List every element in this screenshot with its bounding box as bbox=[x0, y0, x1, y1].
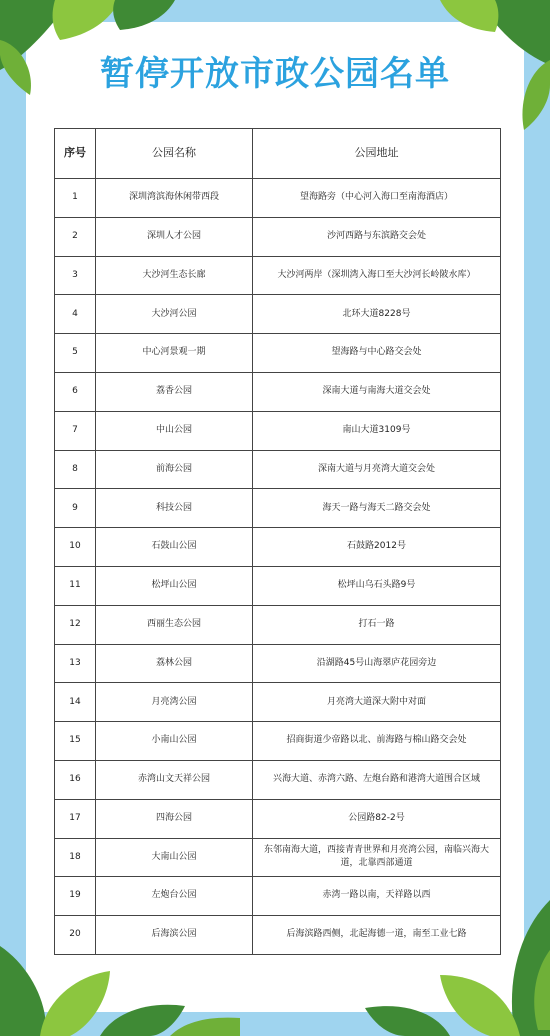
row-park-address: 后海滨路西侧，北起海德一道，南至工业七路 bbox=[253, 916, 501, 955]
row-park-name: 石鼓山公园 bbox=[96, 528, 253, 567]
row-index: 6 bbox=[55, 372, 96, 411]
row-park-name: 松坪山公园 bbox=[96, 566, 253, 605]
table-row bbox=[55, 179, 501, 218]
row-index: 20 bbox=[55, 916, 96, 955]
row-index: 8 bbox=[55, 450, 96, 489]
row-park-name: 科技公园 bbox=[96, 489, 253, 528]
header-park-name: 公园名称 bbox=[96, 129, 253, 179]
row-park-name: 中山公园 bbox=[96, 411, 253, 450]
table-row bbox=[55, 799, 501, 838]
row-park-address: 大沙河两岸（深圳湾入海口至大沙河长岭陂水库） bbox=[253, 256, 501, 295]
row-park-address: 打石一路 bbox=[253, 605, 501, 644]
table-row bbox=[55, 528, 501, 567]
row-index: 4 bbox=[55, 295, 96, 334]
row-park-address: 深南大道与南海大道交会处 bbox=[253, 372, 501, 411]
table-row bbox=[55, 256, 501, 295]
table-header-row bbox=[55, 129, 501, 179]
park-list-table bbox=[54, 128, 501, 955]
table-row bbox=[55, 760, 501, 799]
table-row bbox=[55, 489, 501, 528]
page-title: 暂停开放市政公园名单 bbox=[100, 54, 450, 94]
row-index: 5 bbox=[55, 334, 96, 373]
table-row bbox=[55, 295, 501, 334]
row-park-address: 月亮湾大道深大附中对面 bbox=[253, 683, 501, 722]
row-park-name: 左炮台公园 bbox=[96, 877, 253, 916]
row-index: 7 bbox=[55, 411, 96, 450]
row-index: 15 bbox=[55, 722, 96, 761]
table-row bbox=[55, 566, 501, 605]
row-park-address: 赤湾一路以南，天祥路以西 bbox=[253, 877, 501, 916]
row-park-name: 西丽生态公园 bbox=[96, 605, 253, 644]
table-row bbox=[55, 450, 501, 489]
row-park-name: 大沙河公园 bbox=[96, 295, 253, 334]
header-park-address: 公园地址 bbox=[253, 129, 501, 179]
table-row bbox=[55, 372, 501, 411]
leaves-top-left bbox=[0, 0, 190, 95]
row-park-name: 赤湾山文天祥公园 bbox=[96, 760, 253, 799]
leaves-top-right bbox=[400, 0, 550, 130]
row-index: 18 bbox=[55, 838, 96, 877]
table-row bbox=[55, 644, 501, 683]
row-park-address: 海天一路与海天二路交会处 bbox=[253, 489, 501, 528]
row-park-address: 望海路旁（中心河入海口至南海酒店） bbox=[253, 179, 501, 218]
row-index: 16 bbox=[55, 760, 96, 799]
row-park-name: 前海公园 bbox=[96, 450, 253, 489]
table-row bbox=[55, 217, 501, 256]
header-index: 序号 bbox=[55, 129, 96, 179]
row-index: 9 bbox=[55, 489, 96, 528]
row-index: 12 bbox=[55, 605, 96, 644]
row-park-address: 深南大道与月亮湾大道交会处 bbox=[253, 450, 501, 489]
row-park-address: 望海路与中心路交会处 bbox=[253, 334, 501, 373]
row-index: 19 bbox=[55, 877, 96, 916]
row-index: 13 bbox=[55, 644, 96, 683]
row-park-name: 四海公园 bbox=[96, 799, 253, 838]
row-park-address: 石鼓路2012号 bbox=[253, 528, 501, 567]
row-park-name: 中心河景观一期 bbox=[96, 334, 253, 373]
row-index: 11 bbox=[55, 566, 96, 605]
row-park-address: 东邻南海大道，西接青青世界和月亮湾公园，南临兴海大道，北靠西部通道 bbox=[253, 838, 501, 877]
row-index: 1 bbox=[55, 179, 96, 218]
row-index: 14 bbox=[55, 683, 96, 722]
leaves-bottom-right bbox=[330, 880, 550, 1036]
leaves-bottom-left bbox=[0, 906, 240, 1036]
table-row bbox=[55, 605, 501, 644]
row-park-name: 荔香公园 bbox=[96, 372, 253, 411]
row-park-name: 深圳人才公园 bbox=[96, 217, 253, 256]
row-park-address: 沿湖路45号山海翠庐花园旁边 bbox=[253, 644, 501, 683]
row-park-name: 荔林公园 bbox=[96, 644, 253, 683]
row-park-name: 后海滨公园 bbox=[96, 916, 253, 955]
row-park-name: 小南山公园 bbox=[96, 722, 253, 761]
row-index: 17 bbox=[55, 799, 96, 838]
table-row bbox=[55, 334, 501, 373]
row-park-address: 招商街道少帝路以北、前海路与棉山路交会处 bbox=[253, 722, 501, 761]
row-park-name: 大南山公园 bbox=[96, 838, 253, 877]
row-park-address: 松坪山乌石头路9号 bbox=[253, 566, 501, 605]
table-row bbox=[55, 411, 501, 450]
row-park-name: 深圳湾滨海休闲带西段 bbox=[96, 179, 253, 218]
row-park-address: 北环大道8228号 bbox=[253, 295, 501, 334]
row-index: 10 bbox=[55, 528, 96, 567]
row-park-address: 公园路82-2号 bbox=[253, 799, 501, 838]
row-index: 3 bbox=[55, 256, 96, 295]
row-park-address: 兴海大道、赤湾六路、左炮台路和港湾大道围合区域 bbox=[253, 760, 501, 799]
row-park-address: 南山大道3109号 bbox=[253, 411, 501, 450]
row-park-address: 沙河西路与东滨路交会处 bbox=[253, 217, 501, 256]
row-index: 2 bbox=[55, 217, 96, 256]
table-row bbox=[55, 722, 501, 761]
row-park-name: 月亮湾公园 bbox=[96, 683, 253, 722]
table-row bbox=[55, 838, 501, 877]
row-park-name: 大沙河生态长廊 bbox=[96, 256, 253, 295]
table-row bbox=[55, 683, 501, 722]
